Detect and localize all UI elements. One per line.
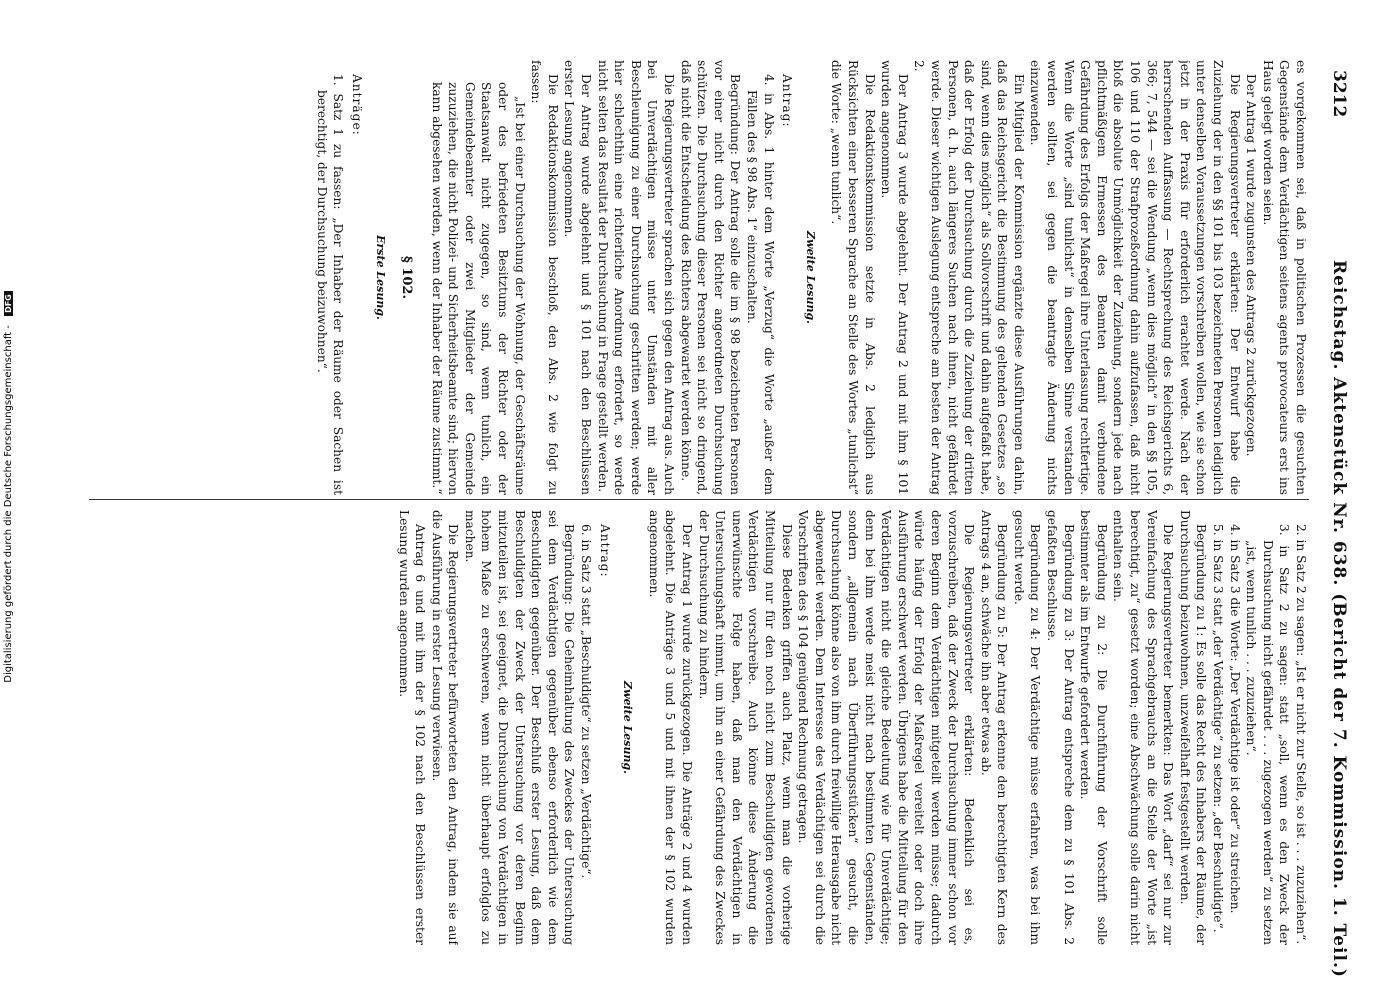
page-title: Reichstag. Aktenstück Nr. 638. (Bericht der 7. Kommission. 1. Teil.) xyxy=(1329,260,1349,978)
quoted-text: „Ist bei einer Durchsuchung der Wohnung, der Geschäftsräume oder des befriedeten Besitztums der Richter oder der Staatsanwalt nicht zugegen, so sind, wenn tunlich, ein Gemeindebeamter oder zwei Mitglieder der Gemeinde zuzuziehen, die nicht Polizei- und Sicherheitsbeamte sind; hiervon kann abgesehen werden, wenn der Inhaber der Räume zustimmt.“ xyxy=(429,82,527,495)
paragraph: Der Antrag 1 wurde zurückgezogen. Die Anträge 2 und 4 wurden abgelehnt. Die Anträge 3 und 5 und mit ihnen der § 102 wurden angenommen. xyxy=(646,510,695,945)
motion-label: Antrag: xyxy=(597,524,612,578)
paragraph: Die Regierungsvertreter erklärten: Der Entwurf habe die Zuziehung der in den §§ 101 bis 103 bezeichneten Personen lediglich unter denselben Voraussetzungen vorschreiben wollen, wie sie schon jetzt in der Praxis für erforderlich erachtet werde. Nach der herrschenden Auffassung — Rechtsprechung des Reichsgerichts 6, 366; 7, 544 — sei die Wendung „wenn dies möglich“ in den §§ 105, 106 und 110 der Strafprozeßordnung dahin aufzufassen, daß nicht bloß die absolute Unmöglichkeit der Zuziehung, sondern jede nach pflichtmäßigem Ermessen des Beamten damit verbundene Gefährdung des Erfolgs der Maßregel ihre Unterlassung rechtfertige. Wenn die Worte „sind tunlichst“ in demselben Sinne verstanden werden sollten, sei gegen die beantragte Änderung nichts einzuwenden. xyxy=(1028,60,1242,495)
left-column xyxy=(19,60,1309,495)
paragraph: Begründung zu 2: Die Durchführung der Vorschrift solle bestimmter als im Entwurfe gefordert werden. xyxy=(1078,510,1109,945)
section-heading: Zweite Lesung. xyxy=(803,230,817,325)
motion-item: 2. in Satz 2 zu sagen: „Ist er nicht zur Stelle, so ist . . . zuzuziehen“. xyxy=(1294,524,1308,945)
paragraph: Begründung zu 4: Der Verdächtige müsse erfahren, was bei ihm gesucht werde. xyxy=(1011,510,1043,945)
section-number: § 102. xyxy=(399,256,415,299)
page-number: 3212 xyxy=(1329,70,1349,118)
motion-label: Anträge: xyxy=(349,74,364,136)
paragraph: Die Redaktionskommission beschloß, den Abs. 2 wie folgt zu fassen: xyxy=(529,60,560,495)
caption-text: Digitalisierung gefördert durch die Deutsche Forschungsgemeinschaft - xyxy=(3,325,14,683)
paragraph: Begründung: Der Antrag solle die im § 98 bezeichneten Personen vor einer nicht durch den Richter angeordneten Durchsuchung schützen. Die Durchsuchung dieser Personen sei nicht so dringend, daß nicht die Entscheidung des Richters abgewartet werden könne. xyxy=(678,60,743,495)
paragraph: Die Redaktionskommission setzte in Abs. 2 lediglich aus Rücksichten einer besseren Sprache an Stelle des Wortes „tunlichst“ die Worte: „wenn tunlich“. xyxy=(829,60,877,495)
paragraph: Der Antrag 1 wurde zugunsten des Antrags 2 zurückgezogen. xyxy=(1244,74,1259,457)
paragraph: Die Regierungsvertreter sprachen sich gegen den Antrag aus. Auch bei Unverdächtigen müsse unter Umständen mit aller Beschleunigung zu einer Durchsuchung geschritten werden; werde hier schlechthin eine richterliche Anordnung erfordert, so werde nicht selten das Resultat der Durchsuchung in Frage gestellt werden. xyxy=(595,60,677,495)
paragraph: Begründung zu 3: Der Antrag entspreche dem zu § 101 Abs. 2 gefaßten Beschlusse. xyxy=(1045,510,1076,945)
paragraph: Begründung zu 5: Der Antrag erkenne den berechtigten Kern des Antrags 4 an, schwäche ihn aber etwas ab. xyxy=(978,510,1010,945)
paragraph: Begründung: Die Geheimhaltung des Zweckes der Untersuchung sei dem Verdächtigen gegenüber ebenso erforderlich wie dem Beschuldigten gegenüber. Der Beschluß erster Lesung, daß dem Beschuldigten der Zweck der Untersuchung vor deren Beginn mitzuteilen ist, sei geeignet, die Durchsuchung von Verdächtigen in hohem Maße zu erschweren, wenn nicht überhaupt erfolglos zu machen. xyxy=(462,510,577,945)
paragraph: Die Regierungsvertreter erklärten: Bedenklich sei es, vorzuschreiben, daß der Zweck der Durchsuchung immer schon vor deren Beginn dem Verdächtigen mitgeteilt werden müsse; dadurch würde häufig der Erfolg der Maßregel vereitelt oder doch ihre Ausführung erschwert werden. Übrigens habe die Mitteilung für den Verdächtigen nicht die gleiche Bedeutung wie für Unverdächtige; denn bei ihm werde meist nicht nach bestimmten Gegenständen, sondern „allgemein nach Überführungsstücken“ gesucht, die Durchsuchung könne also von ihm durch freiwillige Herausgabe nicht abgewendet werden. Dem Interesse des Verdächtigen sei durch die Vorschriften des § 104 genügend Rechnung getragen. xyxy=(796,510,977,945)
paragraph: Diese Bedenken griffen auch Platz, wenn man die vorherige Mitteilung nur für den noch nicht zum Beschuldigten gewordenen Verdächtigen vorschreibe. Auch könne diese Änderung die unerwünschte Folge haben, daß man den Verdächtigen in Untersuchungshaft nimmt, um ihn an einer Gefährdung des Zweckes der Durchsuchung zu hindern. xyxy=(696,510,794,945)
paragraph: Die Regierungsvertreter befürworteten den Antrag, indem sie auf die Ausführung in erster Lesung verwiesen. xyxy=(429,510,461,945)
right-column xyxy=(19,510,1309,945)
motion-label: Antrag: xyxy=(780,74,795,128)
paragraph: es vorgekommen sei, daß in politischen Prozessen die gesuchten Gegenstände dem Verdächtigen seitens agents provocateurs erst ins Haus gelegt worden seien. xyxy=(1260,60,1308,495)
paragraph: Der Antrag wurde abgelehnt und § 101 nach den Beschlüssen erster Lesung angenommen. xyxy=(562,60,594,495)
paragraph: Antrag 6 und mit ihm der § 102 nach den Beschlüssen erster Lesung wurden angenommen. xyxy=(396,510,428,945)
motion-item: 4. in Abs. 1 hinter dem Worte „Verzug“ die Worte „außer dem Fällen des § 98 Abs. 1“ einzuschalten. xyxy=(745,74,776,495)
paragraph: Begründung zu 1: Es solle das Recht des Inhabers der Räume, der Durchsuchung beizuwohnen, unzweifelhaft festgestellt werden. xyxy=(1177,510,1209,945)
paragraph: Ein Mitglied der Kommission ergänzte diese Ausführungen dahin, daß das Reichsgericht die Bestimmung des geltenden Gesetzes „so sind, wenn dies möglich“ als Sollvorschrift und dahin aufgefaßt habe, daß der Erfolg der Durchsuchung durch die Zuziehung der dritten Personen, d. h. auch längeres Suchen nach ihnen, nicht gefährdet werde. Dieser wichtigen Auslegung entspreche am besten der Antrag 2. xyxy=(912,60,1026,495)
motion-item: 5. in Satz 3 statt „der Verdächtige“ zu setzen: „der Beschuldigte“. xyxy=(1211,524,1226,933)
motion-item: 6. in Satz 3 statt „Beschuldigte“ zu setzen „Verdächtige“. xyxy=(579,524,594,879)
paragraph: Die Regierungsvertreter bemerkten: Das Wort „darf“ sei nur zur Vereinfachung des Sprachgebrauchs an die Stelle der Worte „ist berechtigt, zu“ gesetzt worden; eine Abschwächung solle darin nicht enthalten sein. xyxy=(1111,510,1176,945)
motion-item: 3. in Satz 2 zu sagen: statt „soll, wenn es den Zweck der Durchsuchung nicht gefährdet . . . zugezogen werden“ zu setzen „ist, wenn tunlich . . . zuzuziehen“. xyxy=(1244,524,1292,945)
column-divider xyxy=(89,499,1309,500)
motion-item: 1. Satz 1 zu fassen: „Der Inhaber der Räume oder Sachen ist berechtigt, der Durchsuchung beizuwohnen“. xyxy=(314,74,346,495)
paragraph: Der Antrag 3 wurde abgelehnt. Der Antrag 2 und mit ihm § 101 wurden angenommen. xyxy=(879,60,910,495)
digitization-caption xyxy=(3,7,17,967)
dfg-logo: DFG xyxy=(4,291,13,316)
motion-item: 4. in Satz 3 die Worte: „Der Verdächtige ist oder“ zu streichen. xyxy=(1227,524,1242,914)
section-heading: Zweite Lesung. xyxy=(621,680,635,775)
section-heading: Erste Lesung. xyxy=(373,235,387,320)
